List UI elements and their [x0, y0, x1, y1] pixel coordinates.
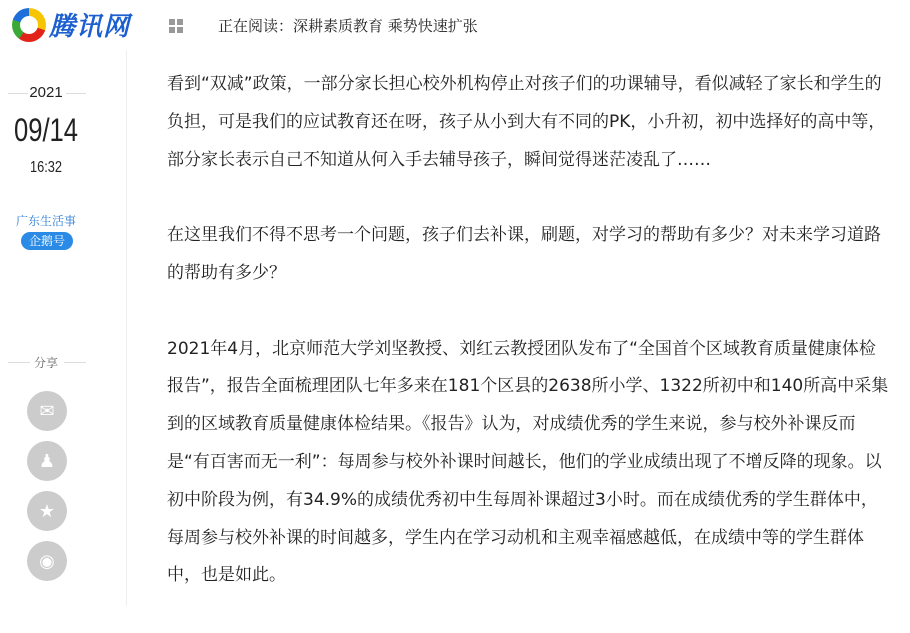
paragraph: 看到“双减”政策，一部分家长担心校外机构停止对孩子们的功课辅导，看似减轻了家长和学生的负担，可是我们的应试教育还在呀，孩子从小到大有不同的PK，小升初，初中选择好的高中等，部分家长表示自己不知道从何入手去辅导孩子，瞬间觉得迷茫凌乱了…… [167, 74, 886, 170]
publish-time: 16:32 [29, 159, 63, 176]
wechat-icon[interactable]: ✉ [27, 391, 67, 431]
header [0, 0, 910, 50]
publish-year: 2021 [29, 84, 63, 101]
paragraph: 在这里我们不得不思考一个问题，孩子们去补课，刷题，对学习的帮助有多少？对未来学习道路的帮助有多少？ [167, 225, 881, 283]
tencent-logo[interactable] [12, 6, 130, 43]
source-link[interactable]: 广东生活事 [15, 214, 76, 228]
article-body [167, 66, 891, 633]
share-label: 分享 [33, 356, 58, 370]
qzone-icon[interactable]: ★ [27, 491, 67, 531]
weibo-icon[interactable]: ◉ [27, 541, 67, 581]
publish-date: 09/14 [13, 112, 79, 148]
sidebar-divider [126, 50, 127, 606]
qq-icon[interactable]: ♟ [27, 441, 67, 481]
penguin-badge[interactable]: 企鹅号 [21, 232, 73, 250]
paragraph: 2021年4月，北京师范大学刘坚教授、刘红云教授团队发布了“全国首个区域教育质量健康体检报告”，报告全面梳理团队七年多来在181个区县的2638所小学、1322所初中和140所高中采集到的区域教育质量健康体检结果。《报告》认为，对成绩优秀的学生来说，参与校外补课反而是“有百害而无一利”：每周参与校外补课时间越长，他们的学业成绩出现了不增反降的现象。以初中阶段为例，有34.9%的成绩优秀初中生每周补课超过3小时。而在成绩优秀的学生群体中，每周参与校外补课的时间越多，学生内在学习动机和主观幸福感越低，在成绩中等的学生群体中，也是如此。 [167, 338, 889, 586]
grid-menu-icon[interactable] [169, 19, 183, 33]
now-reading-title: 正在阅读：深耕素质教育 乘势快速扩张 [218, 17, 478, 35]
tencent-logo-icon [12, 8, 46, 42]
logo-text: 腾讯网 [49, 12, 131, 42]
